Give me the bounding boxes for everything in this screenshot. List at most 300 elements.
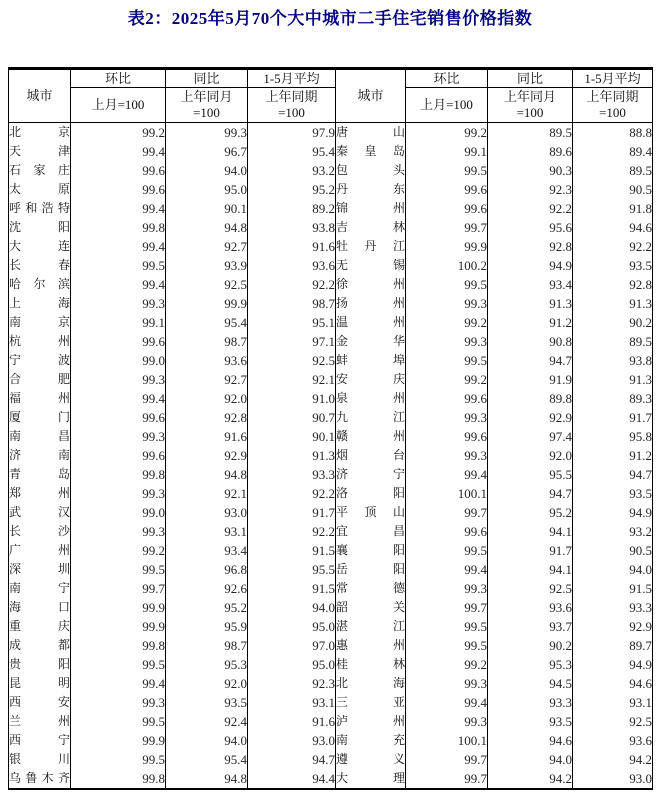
avg-cell: 93.0 <box>573 769 653 789</box>
city-cell: 福州 <box>9 389 71 408</box>
mom-cell: 99.4 <box>71 199 166 218</box>
avg-cell: 97.9 <box>248 123 336 143</box>
header-yoy-base-right <box>488 88 573 123</box>
avg-cell: 92.8 <box>573 275 653 294</box>
yoy-cell: 95.4 <box>166 750 248 769</box>
avg-cell: 93.6 <box>573 731 653 750</box>
mom-cell: 100.1 <box>406 484 488 503</box>
table-row <box>9 503 653 522</box>
mom-cell: 99.5 <box>71 655 166 674</box>
city-cell: 武汉 <box>9 503 71 522</box>
avg-cell: 94.2 <box>573 750 653 769</box>
table-row <box>9 636 653 655</box>
avg-cell: 94.9 <box>573 655 653 674</box>
mom-cell: 99.5 <box>71 750 166 769</box>
table-row <box>9 674 653 693</box>
table-row <box>9 541 653 560</box>
yoy-cell: 89.8 <box>488 389 573 408</box>
avg-cell: 94.9 <box>573 503 653 522</box>
mom-cell: 99.5 <box>406 541 488 560</box>
table-row <box>9 484 653 503</box>
mom-cell: 99.4 <box>71 674 166 693</box>
mom-cell: 99.3 <box>71 484 166 503</box>
mom-cell: 99.2 <box>71 123 166 143</box>
yoy-cell: 95.2 <box>488 503 573 522</box>
city-cell: 昆明 <box>9 674 71 693</box>
table-row <box>9 560 653 579</box>
header-mom-right: 环比 <box>406 69 488 88</box>
mom-cell: 99.6 <box>71 408 166 427</box>
mom-cell: 99.3 <box>71 294 166 313</box>
yoy-cell: 93.4 <box>488 275 573 294</box>
avg-cell: 91.7 <box>248 503 336 522</box>
avg-cell: 93.0 <box>248 731 336 750</box>
city-cell: 银川 <box>9 750 71 769</box>
mom-cell: 99.3 <box>71 427 166 446</box>
yoy-cell: 93.4 <box>166 541 248 560</box>
mom-cell: 99.4 <box>406 693 488 712</box>
avg-cell: 94.6 <box>573 674 653 693</box>
yoy-cell: 95.6 <box>488 218 573 237</box>
table-body <box>9 123 653 790</box>
table-row <box>9 123 653 143</box>
city-cell: 安庆 <box>336 370 406 389</box>
yoy-cell: 92.0 <box>166 674 248 693</box>
avg-cell: 95.5 <box>248 560 336 579</box>
city-cell: 兰州 <box>9 712 71 731</box>
avg-cell: 91.5 <box>248 541 336 560</box>
header-yoy-left: 同比 <box>166 69 248 88</box>
yoy-cell: 92.8 <box>166 408 248 427</box>
city-cell: 吉林 <box>336 218 406 237</box>
city-cell: 洛阳 <box>336 484 406 503</box>
avg-cell: 97.1 <box>248 332 336 351</box>
yoy-cell: 92.0 <box>488 446 573 465</box>
yoy-cell: 97.4 <box>488 427 573 446</box>
yoy-cell: 93.0 <box>166 503 248 522</box>
mom-cell: 99.3 <box>71 522 166 541</box>
avg-cell: 98.7 <box>248 294 336 313</box>
city-cell: 常德 <box>336 579 406 598</box>
mom-cell: 99.5 <box>406 617 488 636</box>
avg-cell: 91.3 <box>573 370 653 389</box>
city-cell: 烟台 <box>336 446 406 465</box>
header-line: 上年同月 <box>180 89 233 104</box>
mom-cell: 99.8 <box>71 636 166 655</box>
city-cell: 襄阳 <box>336 541 406 560</box>
table-row <box>9 199 653 218</box>
avg-cell: 95.0 <box>248 655 336 674</box>
mom-cell: 99.5 <box>406 275 488 294</box>
yoy-cell: 95.3 <box>488 655 573 674</box>
mom-cell: 99.4 <box>71 389 166 408</box>
avg-cell: 91.7 <box>573 408 653 427</box>
yoy-cell: 92.1 <box>166 484 248 503</box>
mom-cell: 99.2 <box>406 313 488 332</box>
avg-cell: 92.5 <box>573 712 653 731</box>
table-row <box>9 161 653 180</box>
city-cell: 泉州 <box>336 389 406 408</box>
yoy-cell: 94.7 <box>488 484 573 503</box>
yoy-cell: 94.1 <box>488 522 573 541</box>
yoy-cell: 95.2 <box>166 598 248 617</box>
avg-cell: 90.1 <box>248 427 336 446</box>
avg-cell: 94.0 <box>573 560 653 579</box>
avg-cell: 90.2 <box>573 313 653 332</box>
city-cell: 长春 <box>9 256 71 275</box>
avg-cell: 94.6 <box>573 218 653 237</box>
mom-cell: 99.3 <box>406 579 488 598</box>
city-cell: 惠州 <box>336 636 406 655</box>
header-yoy-base-left <box>166 88 248 123</box>
mom-cell: 99.7 <box>406 598 488 617</box>
yoy-cell: 93.7 <box>488 617 573 636</box>
yoy-cell: 90.1 <box>166 199 248 218</box>
table-row <box>9 617 653 636</box>
city-cell: 丹东 <box>336 180 406 199</box>
mom-cell: 99.3 <box>406 712 488 731</box>
header-yoy-right: 同比 <box>488 69 573 88</box>
mom-cell: 99.3 <box>406 332 488 351</box>
yoy-cell: 94.1 <box>488 560 573 579</box>
mom-cell: 99.1 <box>406 142 488 161</box>
city-cell: 济南 <box>9 446 71 465</box>
header-avg-base-right <box>573 88 653 123</box>
avg-cell: 91.3 <box>573 294 653 313</box>
mom-cell: 99.3 <box>406 408 488 427</box>
table-row <box>9 275 653 294</box>
mom-cell: 99.2 <box>406 123 488 143</box>
yoy-cell: 94.0 <box>166 161 248 180</box>
table-row <box>9 332 653 351</box>
yoy-cell: 93.6 <box>166 351 248 370</box>
yoy-cell: 94.8 <box>166 465 248 484</box>
avg-cell: 91.8 <box>573 199 653 218</box>
yoy-cell: 99.3 <box>166 123 248 143</box>
city-cell: 广州 <box>9 541 71 560</box>
city-cell: 南昌 <box>9 427 71 446</box>
yoy-cell: 92.8 <box>488 237 573 256</box>
header-row-1 <box>9 69 653 88</box>
city-cell: 杭州 <box>9 332 71 351</box>
table-row <box>9 769 653 789</box>
table-row <box>9 693 653 712</box>
mom-cell: 99.7 <box>71 579 166 598</box>
table-row <box>9 294 653 313</box>
city-cell: 三亚 <box>336 693 406 712</box>
yoy-cell: 92.6 <box>166 579 248 598</box>
city-cell: 宜昌 <box>336 522 406 541</box>
city-cell: 南充 <box>336 731 406 750</box>
city-cell: 石家庄 <box>9 161 71 180</box>
mom-cell: 99.5 <box>406 161 488 180</box>
city-cell: 哈尔滨 <box>9 275 71 294</box>
city-cell: 韶关 <box>336 598 406 617</box>
mom-cell: 99.4 <box>71 275 166 294</box>
city-cell: 上海 <box>9 294 71 313</box>
city-cell: 锦州 <box>336 199 406 218</box>
header-avg-base-left <box>248 88 336 123</box>
table-row <box>9 446 653 465</box>
mom-cell: 99.6 <box>406 199 488 218</box>
table-row <box>9 351 653 370</box>
table-row <box>9 598 653 617</box>
mom-cell: 99.5 <box>71 256 166 275</box>
mom-cell: 99.3 <box>71 370 166 389</box>
mom-cell: 99.3 <box>406 674 488 693</box>
avg-cell: 89.3 <box>573 389 653 408</box>
yoy-cell: 94.0 <box>166 731 248 750</box>
mom-cell: 99.1 <box>71 313 166 332</box>
mom-cell: 99.6 <box>406 389 488 408</box>
avg-cell: 93.5 <box>573 484 653 503</box>
city-cell: 秦皇岛 <box>336 142 406 161</box>
yoy-cell: 94.0 <box>488 750 573 769</box>
yoy-cell: 90.8 <box>488 332 573 351</box>
yoy-cell: 93.1 <box>166 522 248 541</box>
table-row <box>9 427 653 446</box>
mom-cell: 99.4 <box>71 142 166 161</box>
yoy-cell: 96.7 <box>166 142 248 161</box>
yoy-cell: 94.9 <box>488 256 573 275</box>
yoy-cell: 93.6 <box>488 598 573 617</box>
mom-cell: 99.8 <box>71 218 166 237</box>
city-cell: 深圳 <box>9 560 71 579</box>
city-cell: 贵阳 <box>9 655 71 674</box>
city-cell: 厦门 <box>9 408 71 427</box>
table-row <box>9 370 653 389</box>
yoy-cell: 99.9 <box>166 294 248 313</box>
yoy-cell: 94.2 <box>488 769 573 789</box>
avg-cell: 91.5 <box>573 579 653 598</box>
mom-cell: 99.7 <box>406 750 488 769</box>
avg-cell: 91.5 <box>248 579 336 598</box>
city-cell: 无锡 <box>336 256 406 275</box>
yoy-cell: 89.6 <box>488 142 573 161</box>
yoy-cell: 94.5 <box>488 674 573 693</box>
city-cell: 宁波 <box>9 351 71 370</box>
avg-cell: 95.8 <box>573 427 653 446</box>
avg-cell: 89.5 <box>573 332 653 351</box>
city-cell: 遵义 <box>336 750 406 769</box>
avg-cell: 92.5 <box>248 351 336 370</box>
yoy-cell: 96.8 <box>166 560 248 579</box>
mom-cell: 99.5 <box>71 560 166 579</box>
table-row <box>9 313 653 332</box>
yoy-cell: 92.0 <box>166 389 248 408</box>
avg-cell: 89.4 <box>573 142 653 161</box>
mom-cell: 99.5 <box>71 712 166 731</box>
mom-cell: 99.6 <box>71 446 166 465</box>
mom-cell: 99.3 <box>406 446 488 465</box>
header-line: 上年同期 <box>265 89 318 104</box>
avg-cell: 91.6 <box>248 237 336 256</box>
avg-cell: 93.8 <box>573 351 653 370</box>
city-cell: 大连 <box>9 237 71 256</box>
mom-cell: 99.3 <box>71 693 166 712</box>
yoy-cell: 92.3 <box>488 180 573 199</box>
yoy-cell: 92.2 <box>488 199 573 218</box>
yoy-cell: 95.0 <box>166 180 248 199</box>
avg-cell: 92.2 <box>248 275 336 294</box>
yoy-cell: 95.5 <box>488 465 573 484</box>
city-cell: 赣州 <box>336 427 406 446</box>
table-row <box>9 750 653 769</box>
mom-cell: 99.4 <box>406 465 488 484</box>
city-cell: 青岛 <box>9 465 71 484</box>
avg-cell: 90.5 <box>573 180 653 199</box>
header-line: =100 <box>278 105 305 120</box>
header-line: =100 <box>193 105 220 120</box>
city-cell: 郑州 <box>9 484 71 503</box>
avg-cell: 93.5 <box>573 256 653 275</box>
avg-cell: 93.8 <box>248 218 336 237</box>
mom-cell: 99.2 <box>406 655 488 674</box>
yoy-cell: 93.3 <box>488 693 573 712</box>
mom-cell: 99.6 <box>71 180 166 199</box>
avg-cell: 92.9 <box>573 617 653 636</box>
avg-cell: 93.3 <box>573 598 653 617</box>
avg-cell: 91.3 <box>248 446 336 465</box>
avg-cell: 89.5 <box>573 161 653 180</box>
yoy-cell: 94.7 <box>488 351 573 370</box>
city-cell: 金华 <box>336 332 406 351</box>
header-line: 上年同月 <box>503 89 556 104</box>
avg-cell: 95.4 <box>248 142 336 161</box>
yoy-cell: 95.9 <box>166 617 248 636</box>
header-line: =100 <box>599 105 626 120</box>
city-cell: 沈阳 <box>9 218 71 237</box>
city-cell: 济宁 <box>336 465 406 484</box>
mom-cell: 99.5 <box>406 351 488 370</box>
yoy-cell: 91.7 <box>488 541 573 560</box>
city-cell: 徐州 <box>336 275 406 294</box>
avg-cell: 93.2 <box>573 522 653 541</box>
avg-cell: 90.5 <box>573 541 653 560</box>
mom-cell: 99.0 <box>71 351 166 370</box>
city-cell: 西安 <box>9 693 71 712</box>
avg-cell: 94.0 <box>248 598 336 617</box>
yoy-cell: 91.9 <box>488 370 573 389</box>
city-cell: 南京 <box>9 313 71 332</box>
mom-cell: 99.2 <box>406 370 488 389</box>
city-cell: 唐山 <box>336 123 406 143</box>
yoy-cell: 92.4 <box>166 712 248 731</box>
table-row <box>9 180 653 199</box>
avg-cell: 89.7 <box>573 636 653 655</box>
mom-cell: 100.1 <box>406 731 488 750</box>
avg-cell: 94.7 <box>248 750 336 769</box>
mom-cell: 99.9 <box>71 617 166 636</box>
yoy-cell: 92.9 <box>166 446 248 465</box>
price-index-table <box>8 67 653 790</box>
mom-cell: 99.4 <box>71 237 166 256</box>
header-mom-base-left: 上月=100 <box>71 88 166 123</box>
mom-cell: 99.6 <box>406 180 488 199</box>
avg-cell: 92.2 <box>573 237 653 256</box>
mom-cell: 99.3 <box>406 294 488 313</box>
table-row <box>9 389 653 408</box>
avg-cell: 95.0 <box>248 617 336 636</box>
header-line: =100 <box>516 105 544 120</box>
avg-cell: 93.2 <box>248 161 336 180</box>
city-cell: 桂林 <box>336 655 406 674</box>
yoy-cell: 93.9 <box>166 256 248 275</box>
avg-cell: 88.8 <box>573 123 653 143</box>
yoy-cell: 92.5 <box>166 275 248 294</box>
avg-cell: 90.7 <box>248 408 336 427</box>
table-row <box>9 522 653 541</box>
yoy-cell: 91.6 <box>166 427 248 446</box>
yoy-cell: 98.7 <box>166 332 248 351</box>
table-row <box>9 142 653 161</box>
yoy-cell: 91.3 <box>488 294 573 313</box>
yoy-cell: 94.8 <box>166 769 248 789</box>
yoy-cell: 94.6 <box>488 731 573 750</box>
table-header <box>9 69 653 123</box>
table-row <box>9 655 653 674</box>
city-cell: 九江 <box>336 408 406 427</box>
yoy-cell: 93.5 <box>488 712 573 731</box>
avg-cell: 91.0 <box>248 389 336 408</box>
yoy-cell: 92.7 <box>166 370 248 389</box>
city-cell: 乌鲁木齐 <box>9 769 71 789</box>
mom-cell: 99.0 <box>71 503 166 522</box>
table-row <box>9 465 653 484</box>
city-cell: 岳阳 <box>336 560 406 579</box>
avg-cell: 97.0 <box>248 636 336 655</box>
city-cell: 蚌埠 <box>336 351 406 370</box>
mom-cell: 99.7 <box>406 503 488 522</box>
avg-cell: 95.1 <box>248 313 336 332</box>
header-line: 上年同期 <box>586 89 639 104</box>
table-row <box>9 408 653 427</box>
header-row-2 <box>9 88 653 123</box>
city-cell: 扬州 <box>336 294 406 313</box>
yoy-cell: 92.5 <box>488 579 573 598</box>
avg-cell: 94.7 <box>573 465 653 484</box>
avg-cell: 91.6 <box>248 712 336 731</box>
mom-cell: 99.6 <box>71 332 166 351</box>
avg-cell: 93.6 <box>248 256 336 275</box>
yoy-cell: 89.5 <box>488 123 573 143</box>
city-cell: 海口 <box>9 598 71 617</box>
city-cell: 成都 <box>9 636 71 655</box>
mom-cell: 100.2 <box>406 256 488 275</box>
yoy-cell: 90.2 <box>488 636 573 655</box>
mom-cell: 99.7 <box>406 218 488 237</box>
avg-cell: 93.1 <box>573 693 653 712</box>
avg-cell: 92.2 <box>248 484 336 503</box>
city-cell: 重庆 <box>9 617 71 636</box>
city-cell: 合肥 <box>9 370 71 389</box>
avg-cell: 89.2 <box>248 199 336 218</box>
yoy-cell: 93.5 <box>166 693 248 712</box>
yoy-cell: 90.3 <box>488 161 573 180</box>
header-city-right: 城市 <box>336 69 406 123</box>
city-cell: 长沙 <box>9 522 71 541</box>
avg-cell: 92.2 <box>248 522 336 541</box>
mom-cell: 99.9 <box>71 731 166 750</box>
mom-cell: 99.9 <box>71 598 166 617</box>
table-row <box>9 579 653 598</box>
header-city-left: 城市 <box>9 69 71 123</box>
city-cell: 太原 <box>9 180 71 199</box>
avg-cell: 91.2 <box>573 446 653 465</box>
table-row <box>9 731 653 750</box>
avg-cell: 95.2 <box>248 180 336 199</box>
mom-cell: 99.2 <box>71 541 166 560</box>
